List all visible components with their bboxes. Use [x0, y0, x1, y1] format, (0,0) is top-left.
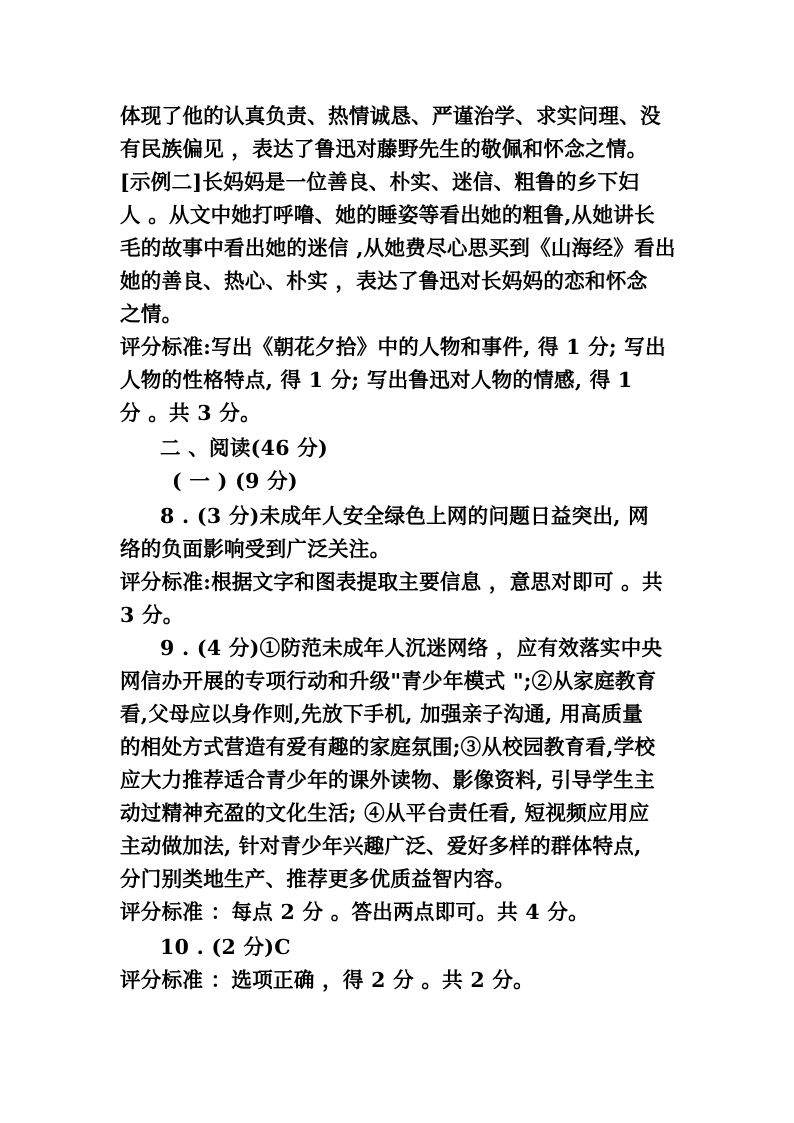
- text-line: 评分标准 ：每点 2 分 。答出两点即可。共 4 分。: [120, 900, 589, 924]
- section-heading: 二 、阅读(46 分): [160, 436, 329, 460]
- subsection-heading: ( 一 ) (9 分): [172, 469, 298, 493]
- text-line: 分门别类地生产、推荐更多优质益智内容。: [120, 867, 516, 891]
- text-line: 毛的故事中看出她的迷信 ,从她费尽心思买到《山海经》看出: [120, 236, 676, 260]
- text-line: 她的善良、热心、朴实 ，表达了鲁迅对长妈妈的恋和怀念: [120, 269, 648, 293]
- text-line: 评分标准:写出《朝花夕拾》中的人物和事件, 得 1 分; 写出: [120, 335, 666, 359]
- text-line: 有民族偏见 ，表达了鲁迅对藤野先生的敬佩和怀念之情。: [120, 137, 648, 161]
- text-line: 的相处方式营造有爱有趣的家庭氛围;③从校园教育看,学校: [120, 735, 656, 759]
- text-line: 主动做加法, 针对青少年兴趣广泛、爱好多样的群体特点,: [120, 834, 642, 858]
- text-line: 评分标准:根据文字和图表提取主要信息 ，意思对即可 。共: [120, 570, 663, 594]
- text-line: 应大力推荐适合青少年的课外读物、影像资料, 引导学生主: [120, 768, 655, 792]
- text-line: 看,父母应以身作则,先放下手机, 加强亲子沟通, 用高质量: [120, 702, 644, 726]
- text-line: 人物的性格特点, 得 1 分; 写出鲁迅对人物的情感, 得 1: [120, 368, 633, 392]
- text-line: 3 分。: [120, 603, 184, 627]
- text-line: 人 。从文中她打呼噜、她的睡姿等看出她的粗鲁,从她讲长: [120, 203, 655, 227]
- text-line: [示例二]长妈妈是一位善良、朴实、迷信、粗鲁的乡下妇: [120, 170, 640, 194]
- text-line: 8 . (3 分)未成年人安全绿色上网的问题日益突出, 网: [160, 504, 649, 528]
- text-line: 评分标准 ：选项正确 ，得 2 分 。共 2 分。: [120, 968, 534, 992]
- text-line: 体现了他的认真负责、热情诚恳、严谨治学、求实问理、没: [120, 104, 661, 128]
- text-line: 络的负面影响受到广泛关注。: [120, 537, 391, 561]
- text-line: 分 。共 3 分。: [120, 401, 261, 425]
- text-line: 网信办开展的专项行动和升级"青少年模式 ";②从家庭教育: [120, 669, 657, 693]
- text-line: 9 . (4 分)①防范未成年人沉迷网络 ，应有效落实中央: [160, 636, 663, 660]
- text-line: 动过精神充盈的文化生活; ④从平台责任看, 短视频应用应: [120, 801, 650, 825]
- text-line: 之情。: [120, 302, 183, 326]
- text-line: 10 . (2 分)C: [160, 935, 291, 959]
